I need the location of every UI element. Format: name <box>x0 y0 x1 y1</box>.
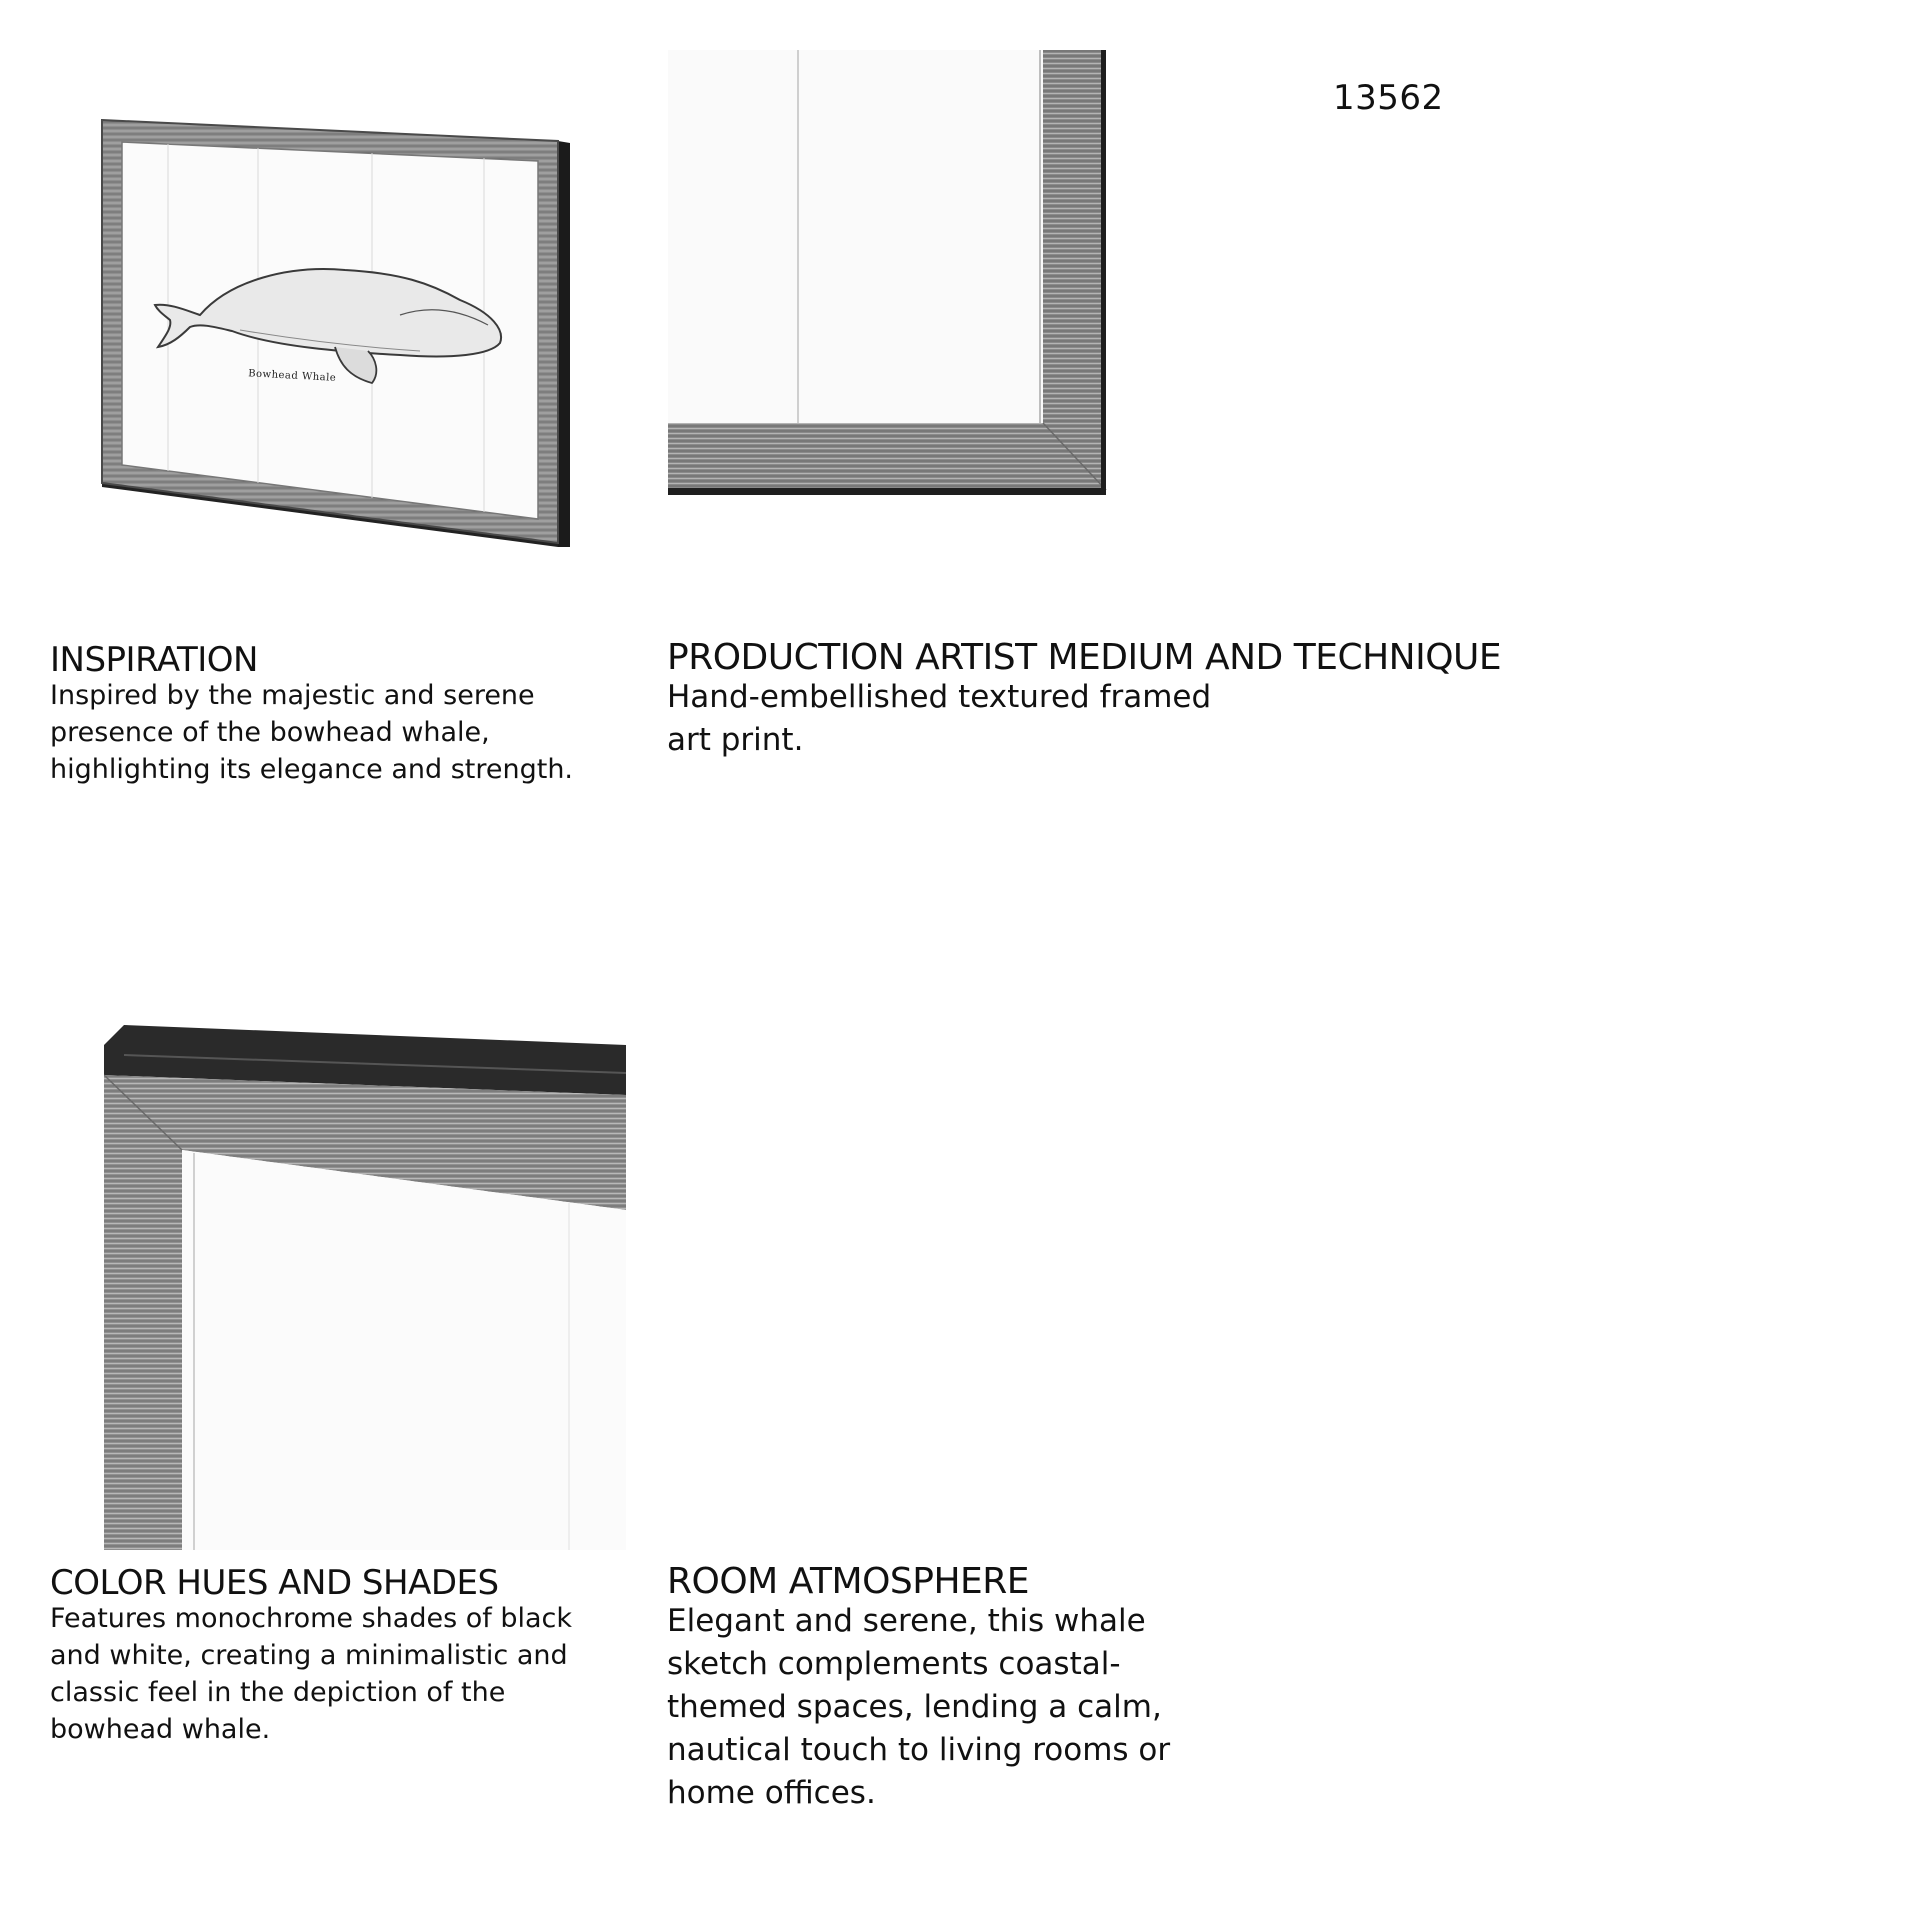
artwork-caption: Bowhead Whale <box>247 368 337 384</box>
production-heading: PRODUCTION ARTIST MEDIUM AND TECHNIQUE <box>667 637 1502 678</box>
inspiration-heading: INSPIRATION <box>50 640 258 680</box>
production-text: Hand-embellished textured framed art print. <box>667 679 1212 758</box>
inspiration-text: Inspired by the majestic and serene presence of the bowhead whale, highlighting its elegance and strength. <box>50 680 574 785</box>
frame-top-corner-detail-image <box>104 1025 626 1550</box>
room-text: Elegant and serene, this whale sketch complements coastal-themed spaces, lending a calm, nautical touch to living rooms or home offices. <box>667 1603 1171 1811</box>
color-text: Features monochrome shades of black and white, creating a minimalistic and classic feel in the depiction of the bowhead whale. <box>50 1603 573 1745</box>
color-heading: COLOR HUES AND SHADES <box>50 1563 499 1603</box>
framed-print-image <box>100 115 580 550</box>
room-heading: ROOM ATMOSPHERE <box>667 1561 1030 1602</box>
product-number: 13562 <box>1333 78 1444 118</box>
frame-corner-detail-image <box>668 50 1108 495</box>
